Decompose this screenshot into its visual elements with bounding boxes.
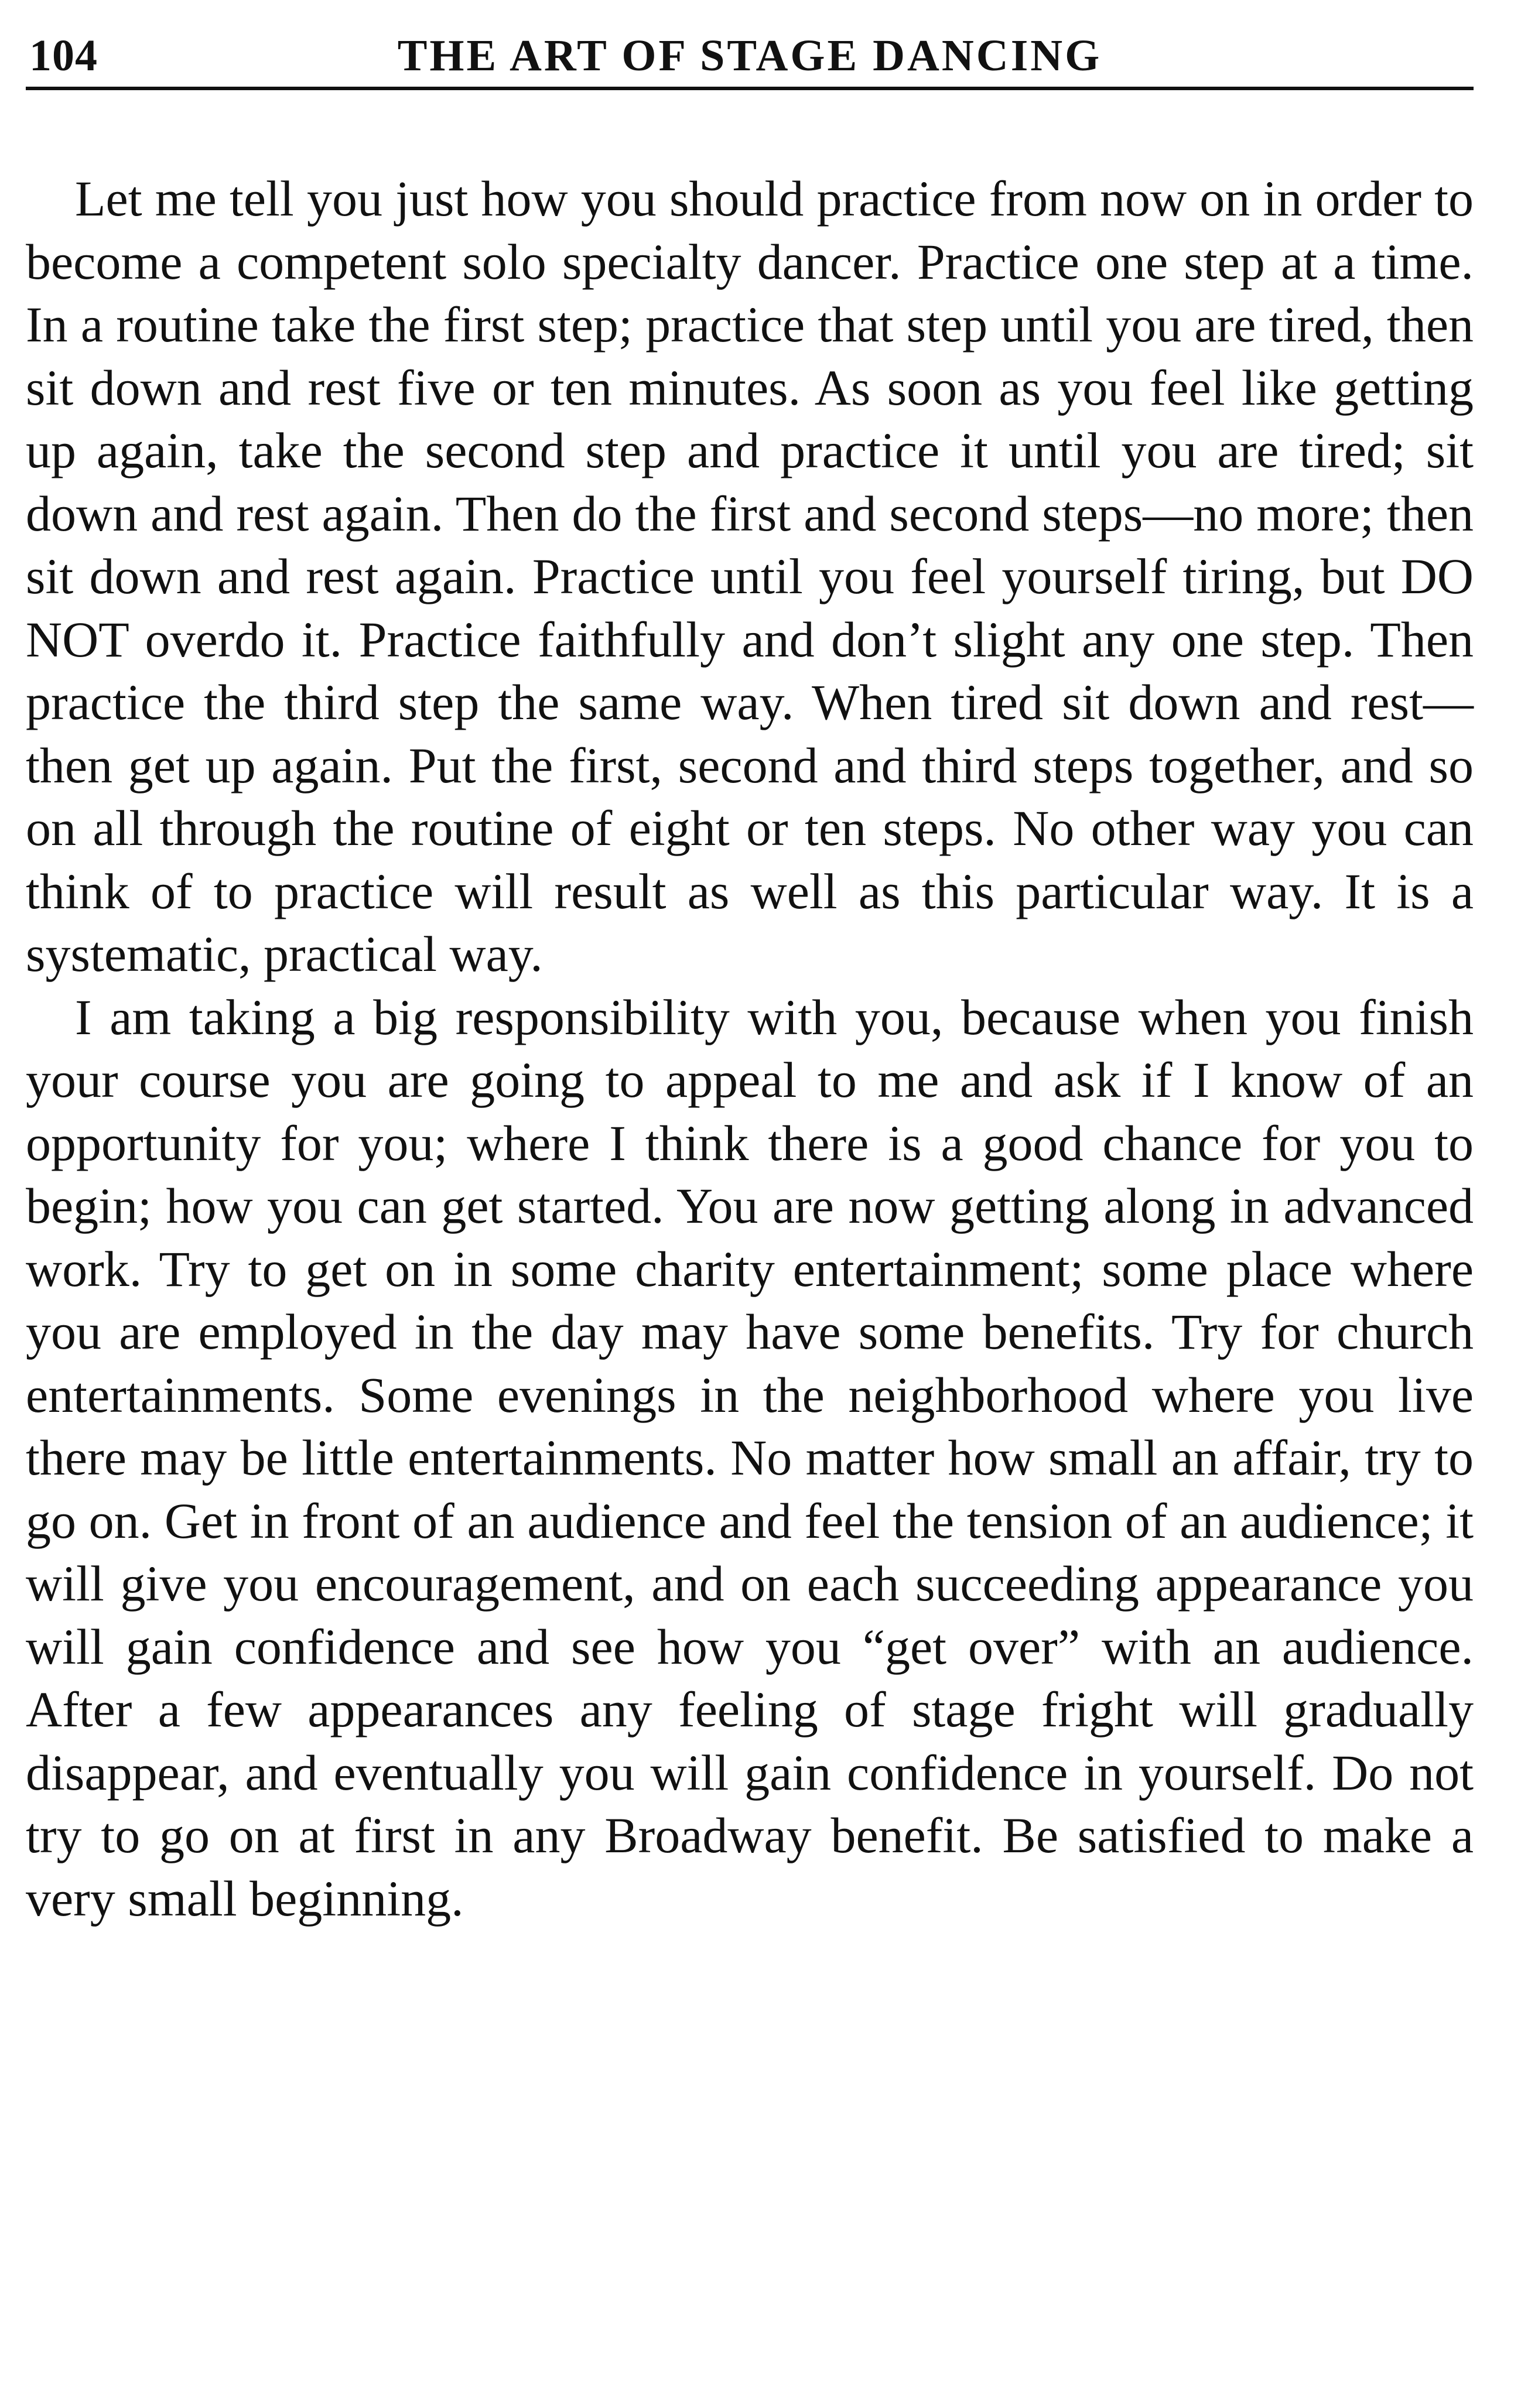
book-page <box>26 21 1474 2387</box>
page-number: 104 <box>29 31 98 80</box>
paragraph-practice-method: Let me tell you just how you should practice from now on in order to become a competent solo specialty dancer. Practice one step at a time. In a routine take the first step; practice that step until you are tired, then sit down and rest five or ten minutes. As soon as you feel like getting up again, take the second step and practice it until you are tired; sit down and rest again. Then do the first and second steps—no more; then sit down and rest again. Practice until you feel yourself tiring, but DO NOT overdo it. Practice faithfully and don’t slight any one step. Then practice the third step the same way. When tired sit down and rest—then get up again. Put the first, second and third steps together, and so on all through the routine of eight or ten steps. No other way you can think of to practice will result as well as this particular way. It is a systematic, practical way. <box>26 170 1474 982</box>
body-text <box>26 167 1474 1930</box>
paragraph-getting-started: I am taking a big responsibility with you, because when you finish your course you are going to appeal to me and ask if I know of an opportunity for you; where I think there is a good chance for you to begin; how you can get started. You are now getting along in advanced work. Try to get on in some charity entertainment; some place where you are employed in the day may have some benefits. Try for church entertainments. Some evenings in the neighborhood where you live there may be little entertainments. No matter how small an affair, try to go on. Get in front of an audience and feel the tension of an audience; it will give you encouragement, and on each succeeding appearance you will gain confidence and see how you “get over” with an audience. After a few appearances any feeling of stage fright will gradually disappear, and eventually you will gain confidence in yourself. Do not try to go on at first in any Broadway benefit. Be satisfied to make a very small beginning. <box>26 988 1474 1927</box>
running-header <box>26 21 1474 90</box>
book-title: THE ART OF STAGE DANCING <box>397 31 1102 80</box>
